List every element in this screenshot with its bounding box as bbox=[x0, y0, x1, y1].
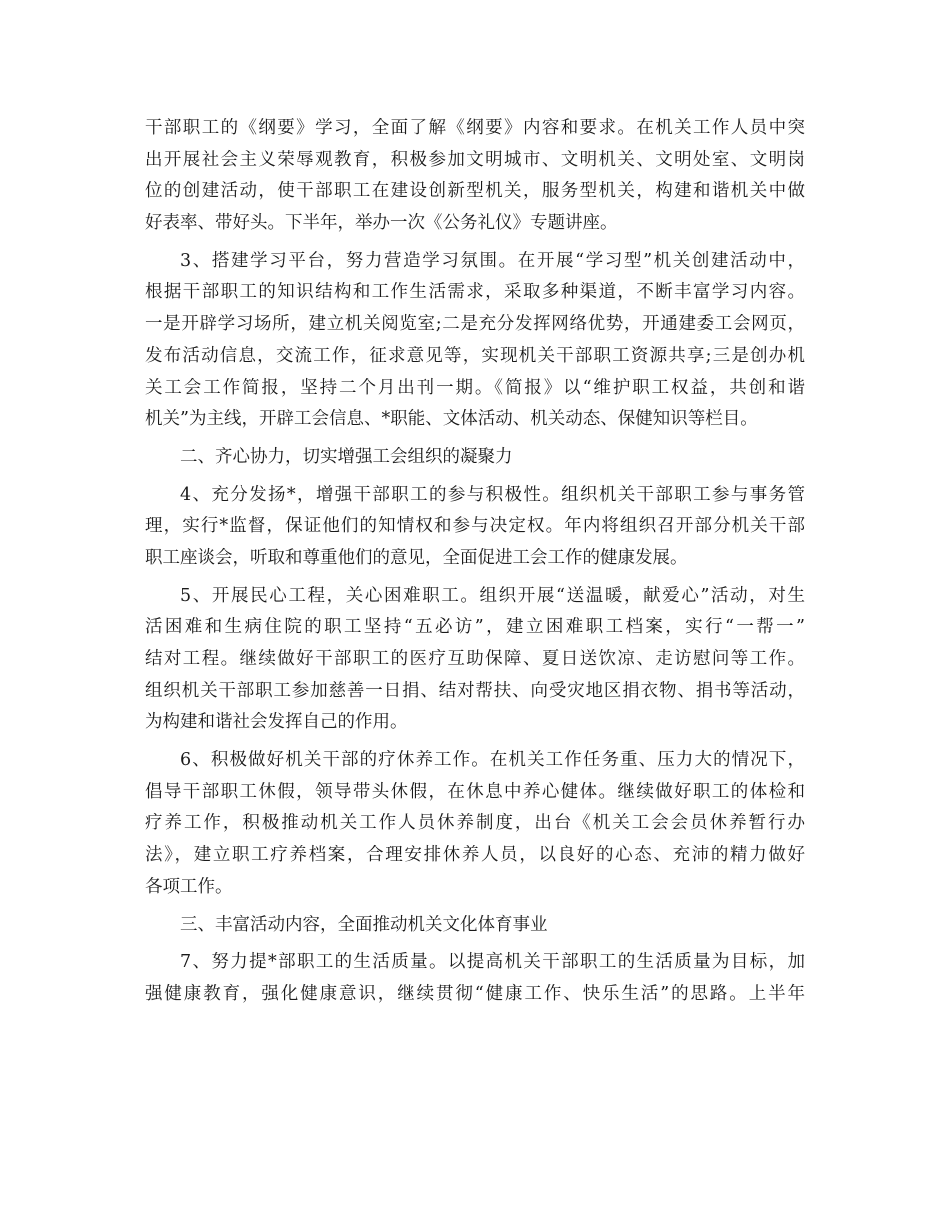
text-line: 关工会工作简报，坚持二个月出刊一期。《简报》以“维护职工权益，共创和谐 bbox=[145, 377, 805, 398]
text-line: 结对工程。继续做好干部职工的医疗互助保障、夏日送饮凉、走访慰问等工作。 bbox=[145, 649, 805, 669]
text-line: 7、努力提*部职工的生活质量。以提高机关干部职工的生活质量为目标，加 bbox=[180, 952, 805, 973]
text-line: 理，实行*监督，保证他们的知情权和参与决定权。年内将组织召开部分机关干部 bbox=[145, 516, 805, 537]
text-line: 疗养工作，积极推动机关工作人员休养制度，出台《机关工会会员休养暂行办 bbox=[145, 813, 805, 834]
text-line: 干部职工的《纲要》学习，全面了解《纲要》内容和要求。在机关工作人员中突 bbox=[145, 118, 805, 138]
paragraph bbox=[145, 113, 805, 240]
text-line: 3、搭建学习平台，努力营造学习氛围。在开展“学习型”机关创建活动中， bbox=[180, 250, 805, 271]
document-body bbox=[145, 113, 805, 1011]
text-line: 发布活动信息，交流工作，征求意见等，实现机关干部职工资源共享;三是创办机 bbox=[145, 345, 805, 366]
text-line: 好表率、带好头。下半年，举办一次《公务礼仪》专题讲座。 bbox=[145, 213, 618, 234]
text-line: 组织机关干部职工参加慈善一日捐、结对帮扶、向受灾地区捐衣物、捐书等活动， bbox=[145, 680, 805, 701]
text-line: 强健康教育，强化健康意识，继续贯彻“健康工作、快乐生活”的思路。上半年 bbox=[145, 983, 805, 1004]
text-line: 各项工作。 bbox=[145, 876, 233, 897]
paragraph bbox=[145, 581, 805, 739]
text-line: 出开展社会主义荣辱观教育，积极参加文明城市、文明机关、文明处室、文明岗 bbox=[145, 149, 805, 170]
section-heading bbox=[145, 910, 805, 942]
text-line: 5、开展民心工程，关心困难职工。组织开展“送温暖，献爱心”活动，对生 bbox=[180, 585, 805, 606]
text-line: 倡导干部职工休假，领导带头休假，在休息中养心健体。继续做好职工的体检和 bbox=[145, 781, 805, 802]
text-line: 职工座谈会，听取和尊重他们的意见，全面促进工会工作的健康发展。 bbox=[145, 547, 688, 568]
text-line: 为构建和谐社会发挥自己的作用。 bbox=[145, 712, 408, 733]
text-line: 法》，建立职工疗养档案，合理安排休养人员，以良好的心态、充沛的精力做好 bbox=[145, 845, 805, 866]
paragraph bbox=[145, 246, 805, 436]
paragraph bbox=[145, 947, 805, 1010]
paragraph bbox=[145, 480, 805, 575]
text-line: 根据干部职工的知识结构和工作生活需求，采取多种渠道，不断丰富学习内容。 bbox=[145, 282, 805, 303]
text-line: 位的创建活动，使干部职工在建设创新型机关，服务型机关，构建和谐机关中做 bbox=[145, 181, 805, 202]
text-line: 机关”为主线，开辟工会信息、*职能、文体活动、机关动态、保健知识等栏目。 bbox=[145, 409, 758, 430]
heading-line: 三、丰富活动内容，全面推动机关文化体育事业 bbox=[180, 914, 548, 935]
section-heading bbox=[145, 442, 805, 474]
text-line: 一是开辟学习场所，建立机关阅览室;二是充分发挥网络优势，开通建委工会网页， bbox=[145, 314, 805, 335]
text-line: 活困难和生病住院的职工坚持“五必访”，建立困难职工档案，实行“一帮一” bbox=[145, 617, 805, 638]
text-line: 6、积极做好机关干部的疗休养工作。在机关工作任务重、压力大的情况下， bbox=[180, 750, 805, 771]
text-line: 4、充分发扬*，增强干部职工的参与积极性。组织机关干部职工参与事务管 bbox=[180, 484, 805, 505]
paragraph bbox=[145, 745, 805, 903]
heading-line: 二、齐心协力，切实增强工会组织的凝聚力 bbox=[180, 446, 513, 467]
